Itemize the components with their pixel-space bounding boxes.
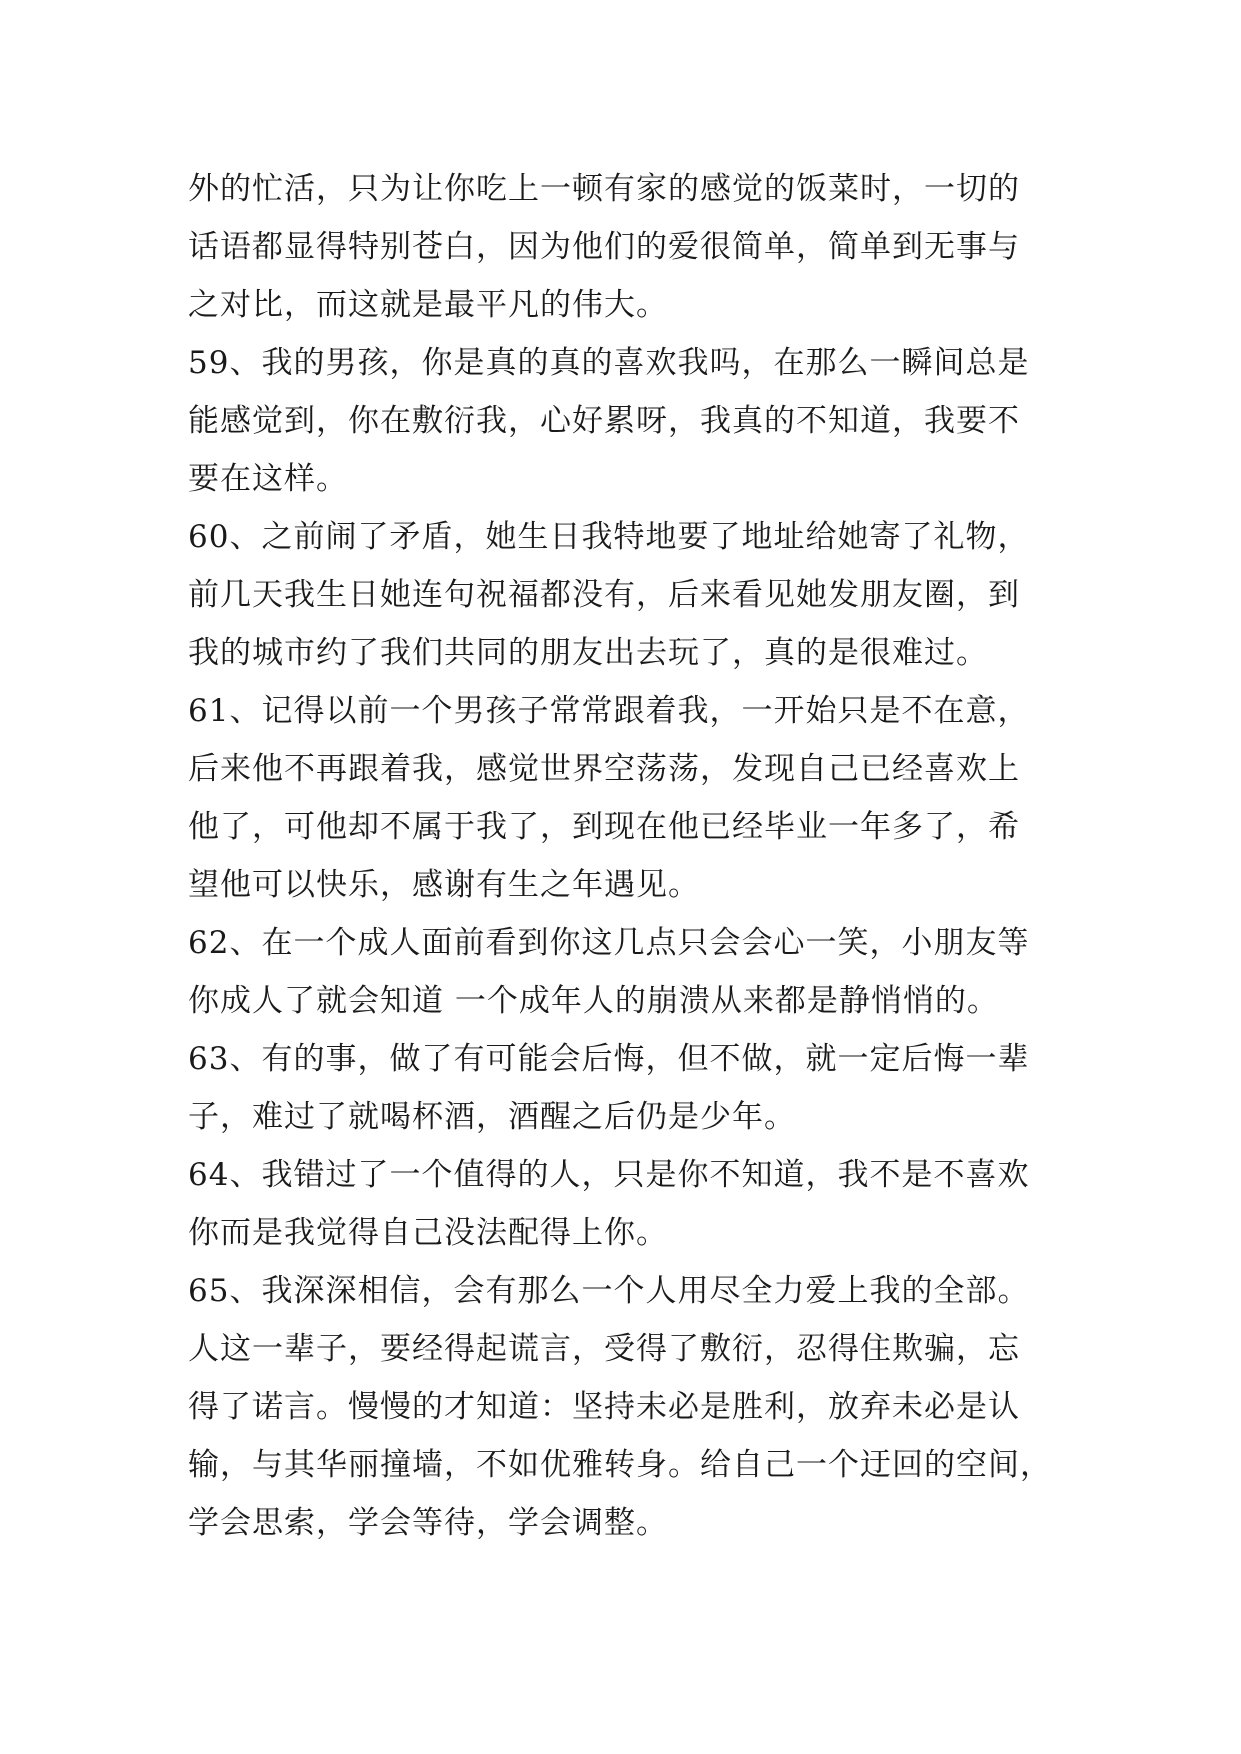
text-line: 外的忙活，只为让你吃上一顿有家的感觉的饭菜时，一切的	[188, 171, 1020, 207]
text-line: 你而是我觉得自己没法配得上你。	[188, 1215, 668, 1251]
text-line: 后来他不再跟着我，感觉世界空荡荡，发现自己已经喜欢上	[188, 751, 1020, 787]
text-line: 得了诺言。慢慢的才知道：坚持未必是胜利，放弃未必是认	[188, 1389, 1020, 1425]
text-line: 61、记得以前一个男孩子常常跟着我，一开始只是不在意，	[188, 693, 1030, 729]
text-line: 输，与其华丽撞墙，不如优雅转身。给自己一个迂回的空间，	[188, 1447, 1052, 1483]
text-line: 话语都显得特别苍白，因为他们的爱很简单，简单到无事与	[188, 229, 1020, 265]
text-line: 我的城市约了我们共同的朋友出去玩了，真的是很难过。	[188, 635, 988, 671]
text-line: 他了，可他却不属于我了，到现在他已经毕业一年多了，希	[188, 809, 1020, 845]
text-line: 子，难过了就喝杯酒，酒醒之后仍是少年。	[188, 1099, 796, 1135]
text-line: 62、在一个成人面前看到你这几点只会会心一笑，小朋友等	[188, 925, 1030, 961]
text-line: 前几天我生日她连句祝福都没有，后来看见她发朋友圈，到	[188, 577, 1020, 613]
text-line: 要在这样。	[188, 461, 348, 497]
text-line: 能感觉到，你在敷衍我，心好累呀，我真的不知道，我要不	[188, 403, 1020, 439]
text-line: 63、有的事，做了有可能会后悔，但不做，就一定后悔一辈	[188, 1041, 1030, 1077]
text-line: 59、我的男孩，你是真的真的喜欢我吗，在那么一瞬间总是	[188, 345, 1030, 381]
text-line: 人这一辈子，要经得起谎言，受得了敷衍，忍得住欺骗，忘	[188, 1331, 1020, 1367]
document-body	[188, 160, 1068, 1552]
text-line: 学会思索，学会等待，学会调整。	[188, 1505, 668, 1541]
text-line: 望他可以快乐，感谢有生之年遇见。	[188, 867, 700, 903]
text-line: 你成人了就会知道 一个成年人的崩溃从来都是静悄悄的。	[188, 983, 999, 1019]
text-line: 64、我错过了一个值得的人，只是你不知道，我不是不喜欢	[188, 1157, 1030, 1193]
text-line: 65、我深深相信，会有那么一个人用尽全力爱上我的全部。	[188, 1273, 1030, 1309]
text-line: 之对比，而这就是最平凡的伟大。	[188, 287, 668, 323]
text-line: 60、之前闹了矛盾，她生日我特地要了地址给她寄了礼物，	[188, 519, 1030, 555]
